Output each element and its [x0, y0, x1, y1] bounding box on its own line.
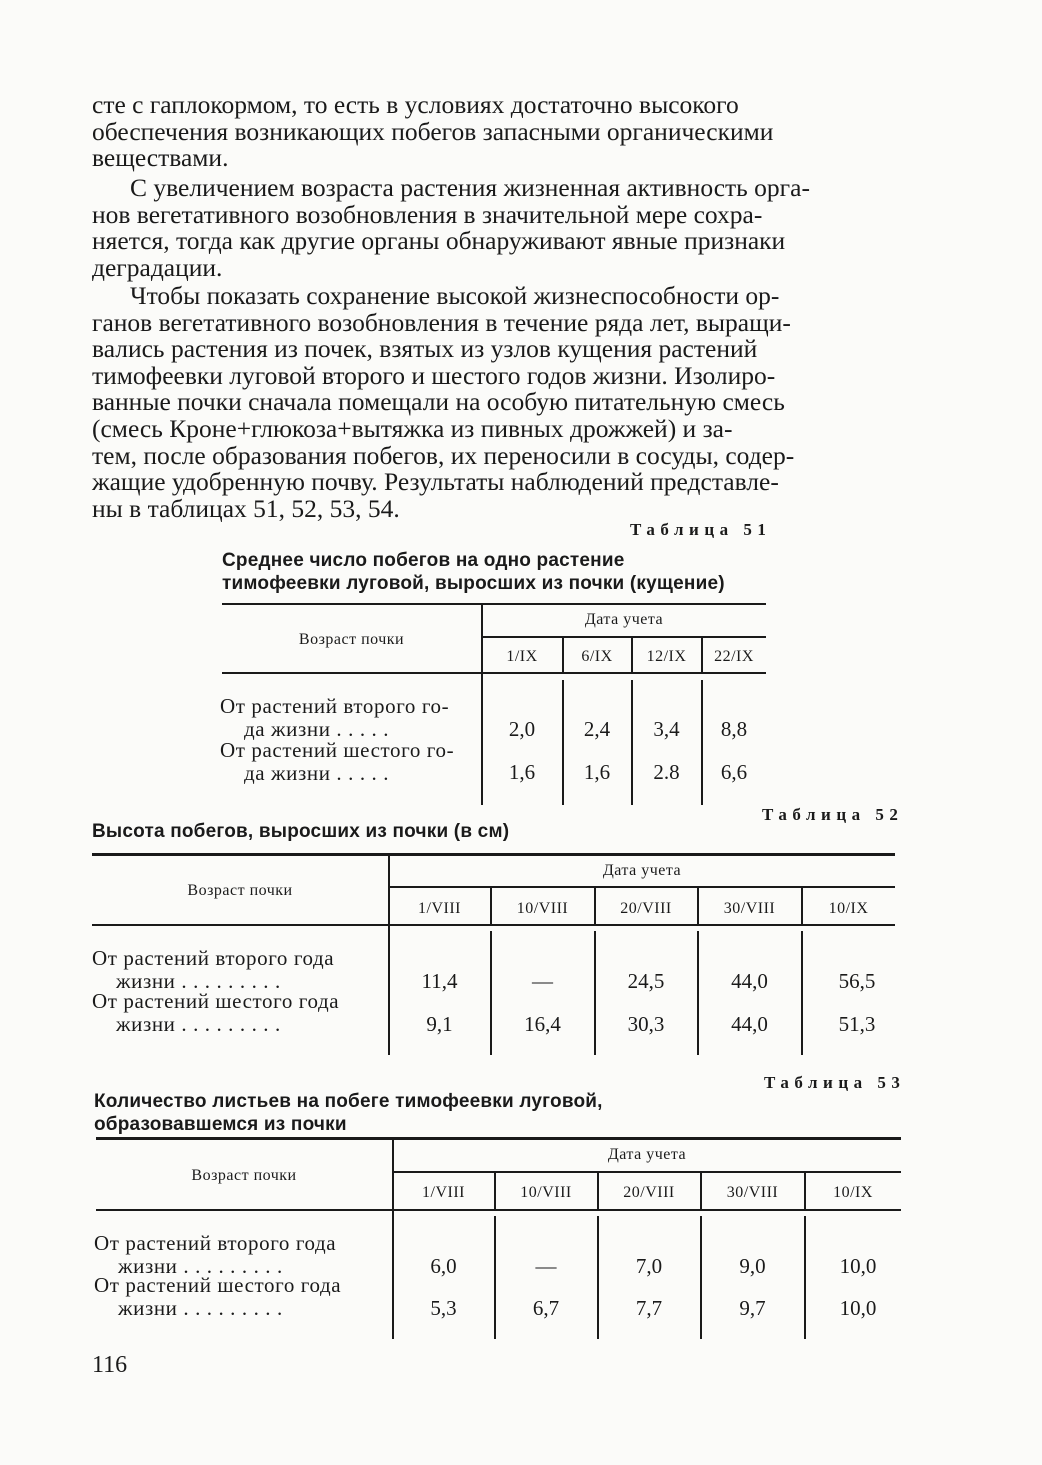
table-rule	[222, 672, 766, 674]
row-label: От растений шестого года жизни . . . . . . . . .	[92, 989, 340, 1036]
text-line: тем, после образования побегов, их переносили в сосуды, содер-	[92, 440, 795, 470]
table-cell: 2,0	[508, 717, 536, 741]
text-line: сте с гаплокормом, то есть в условиях достаточно высокого	[92, 90, 739, 119]
row-label: От растений второго года жизни . . . . . . . . .	[94, 1231, 337, 1278]
paragraph-1	[92, 92, 897, 172]
table-cell: 9,0	[739, 1254, 766, 1278]
row-label: От растений второго го- да жизни . . . . .	[220, 694, 450, 741]
table-cell: 8,8	[720, 717, 748, 741]
paragraph-2	[92, 175, 897, 281]
table-caption	[94, 1090, 603, 1136]
caption-line: Количество листьев на побеге тимофеевки луговой,	[94, 1091, 603, 1112]
table-cell: 51,3	[838, 1012, 876, 1036]
table-label: Таблица 53	[764, 1073, 906, 1092]
table-cell: 30,3	[627, 1012, 665, 1036]
caption-line: тимофеевки луговой, выросших из почки (кущение)	[222, 573, 725, 594]
row-label: От растений шестого года жизни . . . . . . . . .	[94, 1273, 342, 1320]
table-cell: 44,0	[731, 969, 768, 993]
date-header: 10/VIII	[520, 1184, 572, 1201]
text-line: деградации.	[92, 252, 223, 282]
table-cell: —	[535, 1254, 557, 1278]
text-line: (смесь Кроне+глюкоза+вытяжка из пивных дрожжей) и за-	[92, 413, 733, 443]
date-header: 20/VIII	[620, 900, 672, 917]
date-header: 6/IX	[581, 648, 613, 665]
table-cell: 10,0	[839, 1296, 877, 1320]
column-header: Возраст почки	[298, 631, 405, 648]
table-rule	[92, 924, 895, 926]
table-cell: 10,0	[839, 1254, 877, 1278]
text-line: нов вегетативного возобновления в значительной мере сохра-	[92, 199, 763, 229]
column-header: Возраст почки	[187, 882, 293, 899]
date-header: 10/VIII	[516, 900, 569, 917]
table-rule	[631, 680, 633, 805]
date-header: 12/IX	[646, 648, 687, 665]
column-header: Дата учета	[602, 862, 682, 879]
table-rule	[92, 853, 895, 856]
table-rule	[389, 886, 895, 888]
table-label: Таблица 51	[630, 520, 772, 539]
table-cell: 3,4	[653, 717, 680, 741]
column-header: Дата учета	[607, 1146, 687, 1163]
table-cell: 1,6	[583, 760, 611, 784]
text-line: ванные почки сначала помещали на особую питательную смесь	[92, 387, 785, 417]
table-cell: 44,0	[731, 1012, 768, 1036]
text-line: няется, тогда как другие органы обнаруживают явные признаки	[92, 226, 786, 256]
text-line: веществами.	[92, 143, 229, 173]
table-rule	[701, 680, 703, 805]
text-line: ганов вегетативного возобновления в течение ряда лет, выращи-	[92, 307, 791, 337]
table-cell: 9,7	[739, 1296, 766, 1320]
table-cell: 7,0	[635, 1254, 663, 1278]
date-header: 10/IX	[833, 1184, 873, 1201]
date-header: 30/VIII	[726, 1184, 779, 1201]
table-cell: 5,3	[430, 1296, 457, 1320]
text-line: Чтобы показать сохранение высокой жизнеспособности ор-	[130, 281, 780, 310]
table-rule	[482, 636, 766, 638]
table-rule	[222, 603, 766, 605]
table-cell: 2,4	[583, 717, 611, 741]
table-rule	[562, 680, 564, 805]
table-cell: 24,5	[627, 969, 665, 993]
paragraph-3	[92, 283, 897, 522]
table-rule	[96, 1137, 901, 1140]
table-label: Таблица 52	[762, 805, 904, 824]
column-header: Дата учета	[584, 611, 664, 628]
column-header: Возраст почки	[191, 1167, 297, 1184]
caption-line: образовавшемся из почки	[94, 1114, 347, 1135]
text-line: вались растения из почек, взятых из узлов кущения растений	[92, 334, 758, 364]
table-cell: 16,4	[524, 1012, 561, 1036]
text-line: жащие удобренную почву. Результаты наблюдений представле-	[92, 467, 779, 497]
table-cell: 6,7	[532, 1296, 560, 1320]
table-cell: 7,7	[635, 1296, 663, 1320]
text-line: обеспечения возникающих побегов запасными органическими	[92, 116, 774, 146]
text-line: тимофеевки луговой второго и шестого годов жизни. Изолиро-	[92, 360, 776, 390]
row-label: От растений второго года жизни . . . . . . . . .	[92, 946, 335, 993]
table-caption	[222, 549, 725, 595]
date-header: 10/IX	[828, 900, 869, 917]
date-header: 30/VIII	[723, 900, 776, 917]
caption-line: Среднее число побегов на одно растение	[222, 550, 625, 571]
table-cell: 56,5	[838, 969, 876, 993]
date-header: 22/IX	[714, 648, 754, 665]
table-cell: —	[532, 969, 553, 993]
table-cell: 11,4	[421, 969, 458, 993]
page-number: 116	[92, 1352, 128, 1378]
table-cell: 6,6	[720, 760, 748, 784]
table-cell: 9,1	[426, 1012, 453, 1036]
date-header: 1/IX	[506, 648, 538, 665]
table-caption	[92, 820, 509, 843]
date-header: 20/VIII	[623, 1184, 675, 1201]
row-label: От растений шестого го- да жизни . . . . .	[220, 738, 455, 785]
table-cell: 2.8	[653, 760, 680, 784]
table-rule	[96, 1209, 901, 1211]
text-line: С увеличением возраста растения жизненная активность орга-	[130, 173, 810, 202]
table-cell: 6,0	[430, 1254, 457, 1278]
text-line: ны в таблицах 51, 52, 53, 54.	[92, 493, 400, 523]
date-header: 1/VIII	[418, 900, 461, 917]
table-rule	[393, 1171, 901, 1173]
table-cell: 1,6	[508, 760, 536, 784]
caption-line: Высота побегов, выросших из почки (в см)	[92, 821, 510, 842]
date-header: 1/VIII	[422, 1184, 465, 1201]
